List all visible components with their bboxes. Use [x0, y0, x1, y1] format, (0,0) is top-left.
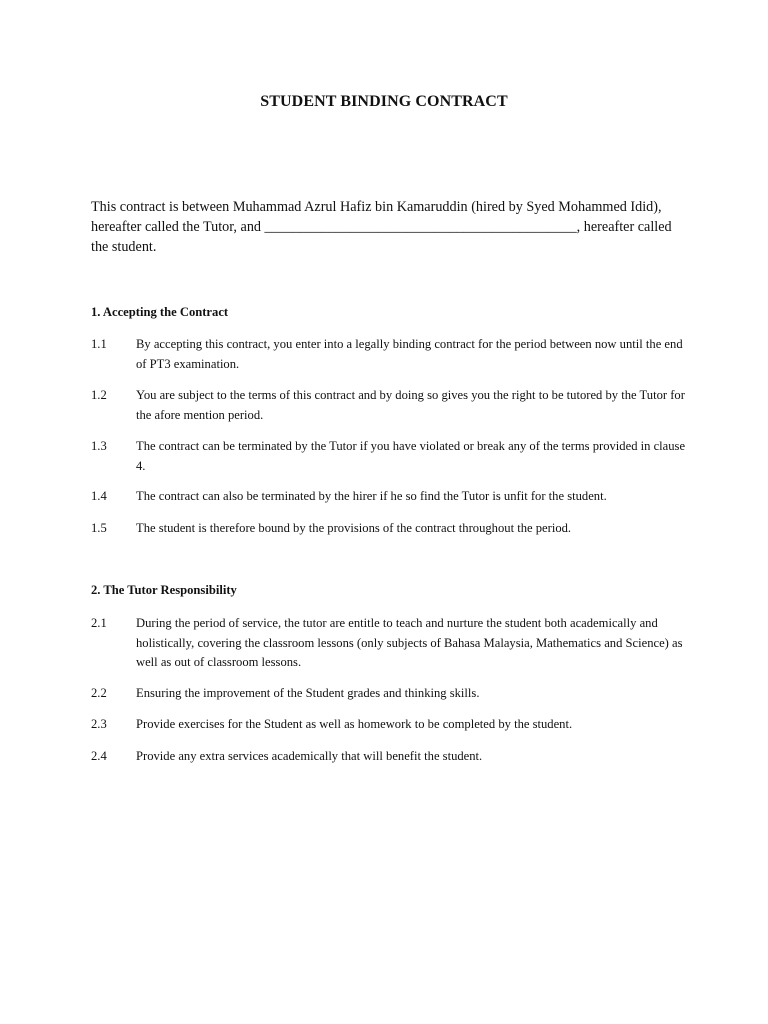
clause-text: Provide any extra services academically that will benefit the student. — [136, 749, 483, 763]
clause-text: The contract can be terminated by the Tutor if you have violated or break any of the terms provided in clause 4. — [136, 439, 686, 473]
clause-2-4 — [91, 747, 691, 767]
clause-2-3 — [91, 715, 691, 735]
clause-number: 2.3 — [91, 717, 107, 731]
clause-number: 2.4 — [91, 749, 107, 763]
clause-text: During the period of service, the tutor are entitle to teach and nurture the student both academically and holistically, covering the classroom lessons (only subjects of Bahasa Malaysia, Mathematics and Science) as well as out of classroom lessons. — [136, 616, 683, 669]
clause-number: 1.4 — [91, 489, 107, 503]
clause-text: The contract can also be terminated by the hirer if he so find the Tutor is unfit for the student. — [136, 489, 607, 503]
clause-1-4 — [91, 487, 691, 507]
document-title: STUDENT BINDING CONTRACT — [260, 93, 508, 110]
clause-text: By accepting this contract, you enter into a legally binding contract for the period between now until the end of PT3 examination. — [136, 337, 683, 371]
section-heading-tutor-responsibility: 2. The Tutor Responsibility — [91, 583, 237, 597]
intro-paragraph: This contract is between Muhammad Azrul Hafiz bin Kamaruddin (hired by Syed Mohammed Idid), hereafter called the Tutor, and ____________________________________________, hereafter called the student. — [91, 199, 672, 255]
clause-number: 1.5 — [91, 521, 107, 535]
section-heading-accepting-contract: 1. Accepting the Contract — [91, 305, 229, 319]
clause-1-2 — [91, 386, 691, 425]
clause-number: 2.2 — [91, 686, 107, 700]
clause-2-1 — [91, 614, 691, 673]
clause-1-3 — [91, 437, 691, 476]
clause-text: You are subject to the terms of this contract and by doing so gives you the right to be tutored by the Tutor for the afore mention period. — [136, 388, 685, 422]
clause-number: 1.2 — [91, 388, 107, 402]
clause-1-1 — [91, 335, 691, 374]
clause-2-2 — [91, 684, 691, 704]
clause-number: 2.1 — [91, 616, 107, 630]
clause-text: The student is therefore bound by the provisions of the contract throughout the period. — [136, 521, 572, 535]
clause-number: 1.1 — [91, 337, 107, 351]
clause-text: Ensuring the improvement of the Student grades and thinking skills. — [136, 686, 480, 700]
clause-text: Provide exercises for the Student as well as homework to be completed by the student. — [136, 717, 573, 731]
clause-number: 1.3 — [91, 439, 107, 453]
clause-1-5 — [91, 519, 691, 539]
